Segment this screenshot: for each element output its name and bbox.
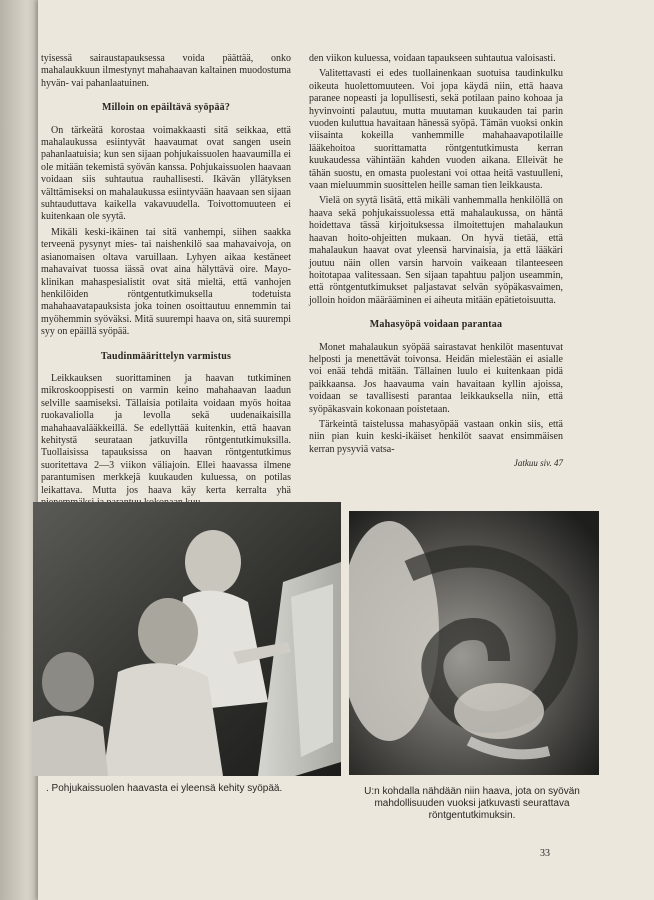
- photo-xray-image: [349, 511, 599, 775]
- left-column: [41, 53, 291, 509]
- paragraph: den viikon kuluessa, voidaan tapaukseen suhtautua valoisasti.: [309, 53, 556, 64]
- paragraph: Leikkauksen suorittaminen ja haavan tutkiminen mikroskooppisesti on varmin keino mahahaavan laadun selville saamiseksi. Tällaisia potilaita voidaan myös hoitaa ruokavaliolla ja levolla sekä uudenaikaisilla mahahaavalääkkeillä. Se edellyttää kuitenkin, että haavan kehitystä seurataan jatkuvilla röntgentutkimuksilla. Tuollaisissa tapauksissa on haavan röntgentutkimus suoritettava 2—3 viikon väliajoin. Ellei haavassa ilmene parantumisen merkkejä kuukauden kuluessa, on potilas leikattava. Mutta jos haava käy kerta kerralta yhä: [41, 372, 291, 496]
- paragraph: Valitettavasti ei edes tuollainenkaan suotuisa taudinkulku oikeuta huolettomuuteen. Voi jopa käydä niin, että haava paranee nopeasti ja lopullisesti, sekä potilaan paino kohoaa ja hyvinvointi palautuu, mutta muutaman kuukauden tai parin vuoden kuluttua havaitaan hänessä syöpä. Tämän vuoksi onkin viisainta kokeilla vanhemmille mahahaavapotilaille lääkehoitoa suorittamatta röntgentutkimusta kerran kuukaudessa vähintään kahden vuoden aikana. Elleivät he tähän suostu, en omasta puolestani voi ottaa heitä vastuulleni, vaan mieluummin suosittelen heille saman tien leikkausta.: [309, 68, 563, 192]
- page-number: 33: [540, 848, 550, 859]
- section-heading-cure: Mahasyöpä voidaan parantaa: [369, 319, 503, 331]
- photo-caption-right: U:n kohdalla nähdään niin haava, jota on syövän mahdollisuuden vuoksi jatkuvasti seurattava röntgentutkimuksin.: [364, 786, 580, 821]
- photo-caption-left: . Pohjukaissuolen haavasta ei yleensä kehity syöpää.: [46, 783, 283, 794]
- section-heading-diagnosis: Taudinmäärittelyn varmistus: [100, 350, 232, 362]
- paragraph: Tärkeintä taistelussa mahasyöpää vastaan onkin siis, että niin pian kuin keski-ikäiset henkilöt saavat ensimmäisen kerran pysyviä vatsa-: [309, 418, 563, 455]
- intro-paragraph: tyisessä sairaustapauksessa voida päättää, onko mahalaukkuun ilmestynyt mahahaavan kaltainen muodostuma hyvän- vai pahanlaatuinen.: [41, 53, 291, 89]
- paragraph: Vielä on syytä lisätä, että mikäli vanhemmalla henkilöllä on haava sekä pohjukaissuolessa että mahalaukussa, on häntä hoidettava tässä kirjoituksessa ilmoitettujen mahalaukun haavan hoito-ohjeitten mukaan. On hyvä tietää, että mahalaukun haavat ovat yleensä harvinaisia, ja että lääkäri joutuu näin ollen varsin harvoin vaikeaan tilanteeseen hoitotapaa valitessaan. Sen sijaan tapahtuu paljon useammin, että röntgentutkimukset paljastavat selvän syöpäkasvaimen, jolloin hoidon määrääminen ei aiheuta mitään epätietoisuutta.: [309, 195, 563, 306]
- right-column: [309, 53, 563, 470]
- paragraph: Mikäli keski-ikäinen tai sitä vanhempi, siihen saakka terveenä pysynyt mies- tai naishenkilö saa mahavaivoja, on asianomaisen oltava varuillaan. Lyhyen aikaa kestäneet mahavaivat tuossa iässä ovat aina hälyttävä oire. Mayo-klinikan mahaspesialistit ovat sitä mieltä, että vanhojen henkilöiden röntgentutkimuksella todetuista mahahaavatapauksista joka toinen osoittautuu ennemmin tai myöhemmin syöväksi. Mitä suurempi haava on, sitä suurempi syy on epäillä syöpää.: [41, 226, 291, 338]
- paragraph: On tärkeätä korostaa voimakkaasti sitä seikkaa, että mahalaukussa esiintyvät haavaumat ovat sangen usein pahanlaatuisia; kun sen sijaan pohjukaissuolen haavaumilla ei ole mitään tekemistä syövän kanssa. Pohjukaissuolen haavaan voidaan siis suhtautua rauhallisesti. Ikävän yllätyksen välttämiseksi on mahalaukussa esiintyvään haavaan sen sijaan suhtauduttava kaikella vakavuudella. Toivottomuuteen ei kuitenkaan ole syytä.: [41, 124, 291, 223]
- continued-note: Jatkuu siv. 47: [513, 458, 563, 469]
- photo-doctors-xray-viewer: [33, 502, 341, 776]
- section-heading-suspect-cancer: Milloin on epäiltävä syöpää?: [101, 102, 231, 114]
- photo-illustration: [33, 502, 341, 776]
- xray-illustration: [349, 511, 599, 775]
- paragraph: Monet mahalaukun syöpää sairastavat henkilöt masentuvat helposti ja menettävät toivonsa. Heidän mielestään ei asialle voi enää tehdä mitään. Tällainen luulo ei kuitenkaan pidä paikkaansa. Jos haavauma vain havaitaan kyllin ajoissa, voidaan se tavallisesti parantaa leikkauksella niin, että syöpäkasvain kokonaan poistetaan.: [309, 341, 563, 415]
